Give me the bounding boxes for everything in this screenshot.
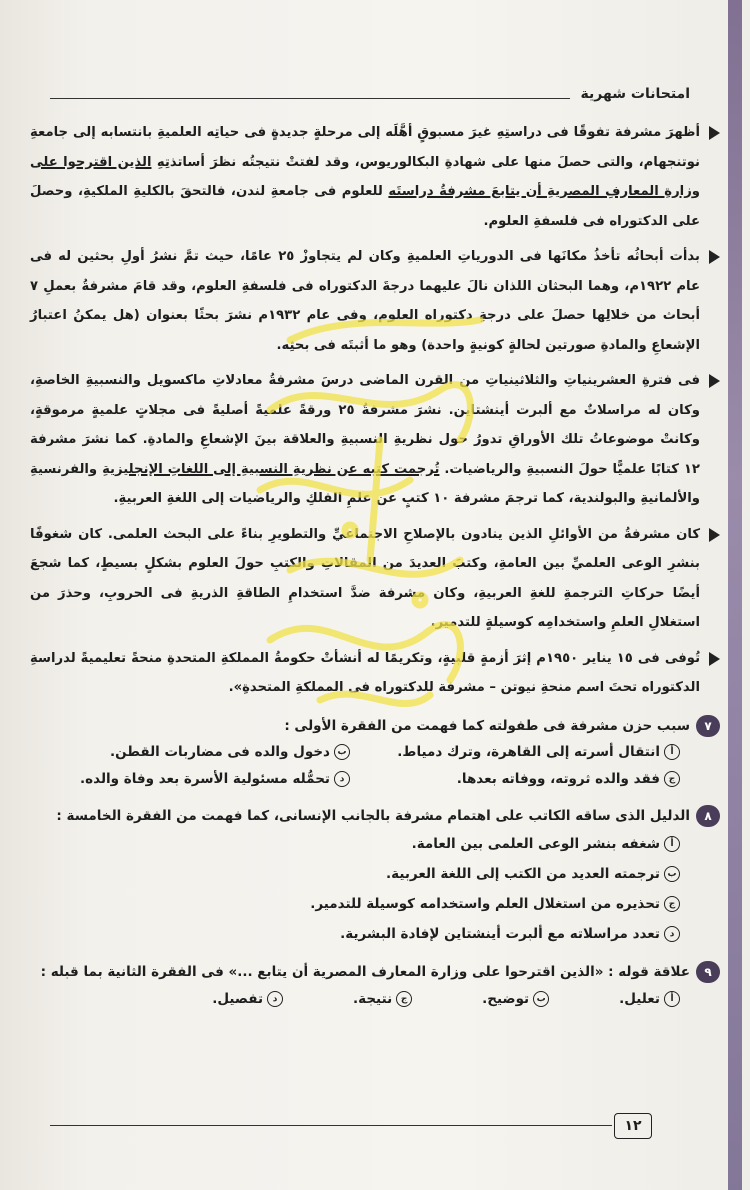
option-text: نتيجة. — [353, 990, 393, 1007]
option-letter: د — [334, 771, 350, 787]
arrow-icon — [709, 528, 720, 542]
question-text: الدليل الذى ساقه الكاتب على اهتمام مشرفة بالجانب الإنسانى، كما فهمت من الفقرة الخامسة : — [56, 807, 690, 824]
underlined-phrase: الذين اقترحوا على وزارةِ المعارفِ المصريةِ أن يتابعَ مشرفةُ دراستَه — [30, 154, 700, 199]
option-d[interactable] — [30, 766, 350, 793]
underlined-phrase: تُرجمت كتبه عن نظريةِ النسبيةِ إلى اللغاتِ الإنجليزيةِ — [102, 461, 440, 477]
header-rule — [50, 98, 570, 99]
option-c[interactable] — [360, 766, 680, 793]
option-letter: د — [267, 991, 283, 1007]
arrow-icon — [709, 652, 720, 666]
page-header — [50, 84, 690, 110]
option-letter: ب — [664, 866, 680, 882]
header-title: امتحانات شهرية — [580, 86, 690, 102]
article-content — [30, 118, 720, 1013]
arrow-icon — [709, 374, 720, 388]
paragraph-text: تُوفى فى ١٥ يناير ١٩٥٠م إثرَ أزمةٍ قلبيةٍ، وتكريمًا له أنشأتْ حكومةُ المملكةِ المتحدةِ منحةً تعليميةً لدراسةِ الدكتوراه تحتَ اسم منحةِ نيوتن – مشرفة للدكتوراه فى المملكةِ المتحدةِ». — [30, 650, 701, 695]
option-b[interactable] — [30, 739, 350, 766]
option-text: تفصيل. — [212, 990, 264, 1007]
paragraph-text: والفرنسيةِ والألمانيةِ والبولندية، كما ترجمَ مشرفة ١٠ كتبٍ عن علمِ الفلكِ والرياضيات إلى اللغةِ العربيةِ. — [30, 461, 700, 506]
option-a[interactable] — [619, 985, 680, 1013]
options-row — [30, 985, 720, 1013]
option-b[interactable] — [30, 859, 680, 889]
question-header — [30, 713, 720, 739]
option-letter: أ — [664, 836, 680, 852]
paragraph-text: فى فترةِ العشرينياتِ والثلاثينياتِ من القرن الماضى درسَ مشرفةُ معادلاتِ ماكسويل والنسبيةِ الخاصةِ، وكان له مراسلاتٌ مع ألبرت أينشتاين. نشرَ مشرفةُ ٢٥ ورقةً علميةً أصليةً فى مجلاتٍ علميةٍ مرموقةٍ، وكانتْ موضوعاتُ تلك الأوراقِ تدورُ حول نظريةِ النسبيةِ والعلاقة بينَ الإشعاعِ والمادةِ. كما نشرَ مشرفة ١٢ كتابًا علميًّا حولَ النسبيةِ والرياضيات. — [30, 373, 700, 477]
paragraph-text: أظهرَ مشرفة تفوقًا فى دراستِهِ غيرَ مسبوقٍ أهَّلَه إلى مرحلةٍ جديدةٍ فى حياتِه العلميةِ بانتسابه إلى جامعةِ نوتنجهام، والتى حصلَ منها على شهادةِ البكالوريوس، وقد لفتتْ نتيجتُه نظرَ أساتذتِهِ — [30, 125, 700, 170]
option-text: تعدد مراسلاته مع ألبرت أينشتاين لإفادة البشرية. — [340, 925, 660, 942]
options-list — [30, 829, 720, 949]
option-text: توضيح. — [482, 990, 530, 1007]
arrow-icon — [709, 126, 720, 140]
arrow-icon — [709, 250, 720, 264]
question-7 — [30, 713, 720, 793]
question-9 — [30, 959, 720, 1013]
options-grid — [30, 739, 720, 793]
option-letter: ج — [396, 991, 412, 1007]
option-c[interactable] — [353, 985, 412, 1013]
option-letter: ب — [533, 991, 549, 1007]
page-number: ١٢ — [614, 1113, 652, 1139]
question-text: علاقة قوله : «الذين اقترحوا على وزارة المعارف المصرية أن يتابع ...» فى الفقرة الثانية بما قبله : — [40, 963, 690, 980]
option-letter: ج — [664, 771, 680, 787]
option-text: شغفه بنشر الوعى العلمى بين العامة. — [411, 835, 660, 852]
question-text: سبب حزن مشرفة فى طفولته كما فهمت من الفقرة الأولى : — [284, 717, 690, 734]
option-c[interactable] — [30, 889, 680, 919]
option-letter: ج — [664, 896, 680, 912]
question-number-badge: ٨ — [696, 805, 720, 827]
option-letter: ب — [334, 744, 350, 760]
option-a[interactable] — [30, 829, 680, 859]
footer-rule — [50, 1125, 612, 1126]
option-letter: د — [664, 926, 680, 942]
question-8 — [30, 803, 720, 949]
paragraph-1 — [30, 118, 720, 236]
option-text: فقد والده ثروته، ووفاته بعدها. — [456, 770, 660, 787]
option-text: تعليل. — [619, 990, 660, 1007]
option-text: ترجمته العديد من الكتب إلى اللغة العربية. — [386, 865, 660, 882]
option-text: انتقال أسرته إلى القاهرة، وترك دمياط. — [397, 743, 660, 760]
option-d[interactable] — [212, 985, 283, 1013]
question-header — [30, 959, 720, 985]
option-d[interactable] — [30, 919, 680, 949]
paragraph-3 — [30, 366, 720, 514]
option-letter: أ — [664, 744, 680, 760]
paragraph-4 — [30, 520, 720, 638]
option-letter: أ — [664, 991, 680, 1007]
paragraph-text: للعلوم فى جامعةِ لندن، فالتحقَ بالكليةِ الملكيةِ، وحصلَ على الدكتوراه فى فلسفةِ العلوم. — [30, 184, 700, 229]
question-number-badge: ٩ — [696, 961, 720, 983]
page-edge-strip — [728, 0, 742, 1190]
option-text: دخول والده فى مضاربات القطن. — [109, 743, 330, 760]
question-header — [30, 803, 720, 829]
paragraph-5 — [30, 644, 720, 703]
option-text: تحذيره من استغلال العلم واستخدامه كوسيلة للتدمير. — [310, 895, 660, 912]
paragraph-2 — [30, 242, 720, 360]
option-text: تحمُّله مسئولية الأسرة بعد وفاة والده. — [80, 770, 330, 787]
option-b[interactable] — [482, 985, 549, 1013]
option-a[interactable] — [360, 739, 680, 766]
question-number-badge: ٧ — [696, 715, 720, 737]
paragraph-text: بدأت أبحاثُه تأخذُ مكانَها فى الدورياتِ العلميةِ وكان لم يتجاوزْ ٢٥ عامًا، حيث تمَّ نشرُ أولِ بحثين له فى عام ١٩٢٢م، وهما البحثان اللذان نالَ عليهما درجةَ الدكتوراه فى فلسفةِ العلوم، وقد قامَ مشرفةُ بعملِ ٧ أبحاث من خلالِها حصلَ على درجةِ دكتوراه العلوم، وفى عام ١٩٣٢م نشرَ بحثًا بعنوان (هل يمكنُ اعتبارُ الإشعاعِ والمادةِ صورتين لحالةٍ كونيةٍ واحدة) وهو ما أثبتَه فى بحثِه. — [30, 249, 701, 353]
paragraph-text: كان مشرفةُ من الأوائلِ الذين ينادون بالإصلاحِ الاجتماعيِّ والتطويرِ بناءً على البحث العلمى. كان شغوفًا بنشرِ الوعى العلميِّ بين العامةِ، وكتبَ العديدَ من المقالاتِ والكتبِ حولَ العلوم بشكلٍ بسيطٍ، كما شجعَ أيضًا حركاتِ الترجمةِ للغةِ العربيةِ، وكان مشرفة ضدَّ استخدامِ الطاقةِ الذريةِ فى الحروبِ، وحذرَ من استغلالِ العلمِ واستخدامِه كوسيلةٍ للتدمير. — [30, 526, 700, 630]
